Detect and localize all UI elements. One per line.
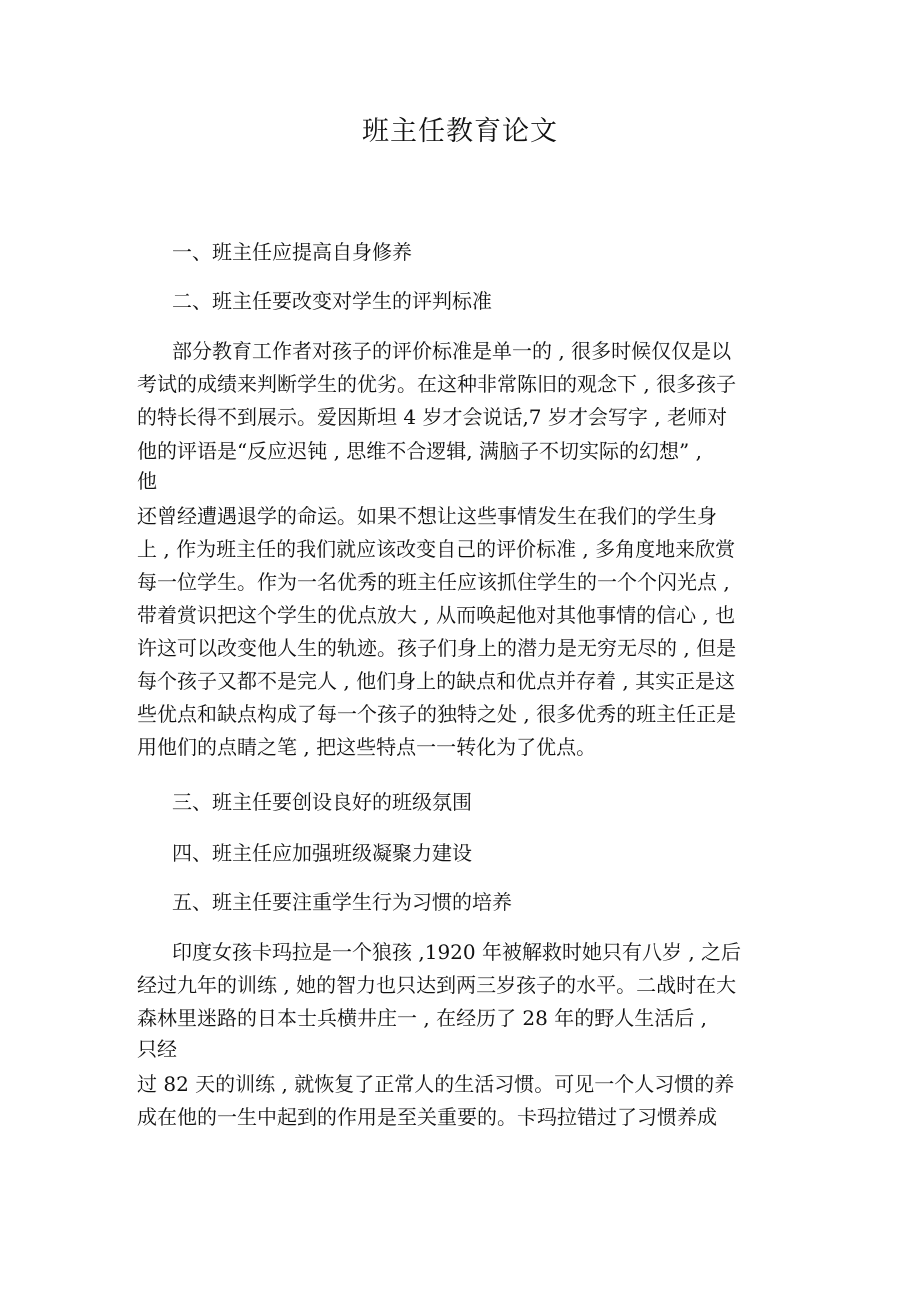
paragraph-line: 许这可以改变他人生的轨迹。孩子们身上的潜力是无穷无尽的 , 但是 — [137, 636, 737, 660]
paragraph-line: 考试的成绩来判断学生的优劣。在这种非常陈旧的观念下 , 很多孩子 — [137, 372, 737, 396]
paragraph-line: 经过九年的训练 , 她的智力也只达到两三岁孩子的水平。二战时在大 — [137, 973, 737, 997]
paragraph-line: 还曾经遭遇退学的命运。如果不想让这些事情发生在我们的学生身 — [137, 504, 717, 528]
section-heading-4: 四、班主任应加强班级凝聚力建设 — [172, 841, 472, 865]
paragraph-line: 上 , 作为班主任的我们就应该改变自己的评价标准 , 多角度地来欣赏 — [137, 537, 736, 561]
paragraph-line: 成在他的一生中起到的作用是至关重要的。卡玛拉错过了习惯养成 — [137, 1105, 717, 1129]
paragraph-line: 他 — [137, 469, 157, 493]
paragraph-line: 每个孩子又都不是完人 , 他们身上的缺点和优点并存着 , 其实正是这 — [137, 669, 736, 693]
paragraph-line: 印度女孩卡玛拉是一个狼孩 ,1920 年被解救时她只有八岁 , 之后 — [172, 940, 742, 964]
paragraph-line: 用他们的点睛之笔 , 把这些特点一一转化为了优点。 — [137, 735, 597, 759]
paragraph-line: 部分教育工作者对孩子的评价标准是单一的 , 很多时候仅仅是以 — [172, 339, 732, 363]
paragraph-line: 带着赏识把这个学生的优点放大 , 从而唤起他对其他事情的信心 , 也 — [137, 603, 736, 627]
paragraph-line: 森林里迷路的日本士兵横井庄一 , 在经历了 28 年的野人生活后 , — [137, 1006, 707, 1030]
section-heading-2: 二、班主任要改变对学生的评判标准 — [172, 289, 492, 313]
paragraph-line: 只经 — [137, 1037, 177, 1061]
paragraph-line: 每一位学生。作为一名优秀的班主任应该抓住学生的一个个闪光点 , — [137, 570, 730, 594]
paragraph-line: 过 82 天的训练 , 就恢复了正常人的生活习惯。可见一个人习惯的养 — [137, 1072, 735, 1096]
paragraph-line: 些优点和缺点构成了每一个孩子的独特之处 , 很多优秀的班主任正是 — [137, 702, 737, 726]
paragraph-line: 他的评语是“反应迟钝 , 思维不合逻辑, 满脑子不切实际的幻想” , — [137, 439, 702, 463]
document-title: 班主任教育论文 — [362, 116, 558, 147]
paragraph-line: 的特长得不到展示。爱因斯坦 4 岁才会说话,7 岁才会写字 , 老师对 — [137, 405, 727, 429]
section-heading-1: 一、班主任应提高自身修养 — [172, 240, 412, 264]
section-heading-5: 五、班主任要注重学生行为习惯的培养 — [172, 890, 512, 914]
section-heading-3: 三、班主任要创设良好的班级氛围 — [172, 790, 472, 814]
